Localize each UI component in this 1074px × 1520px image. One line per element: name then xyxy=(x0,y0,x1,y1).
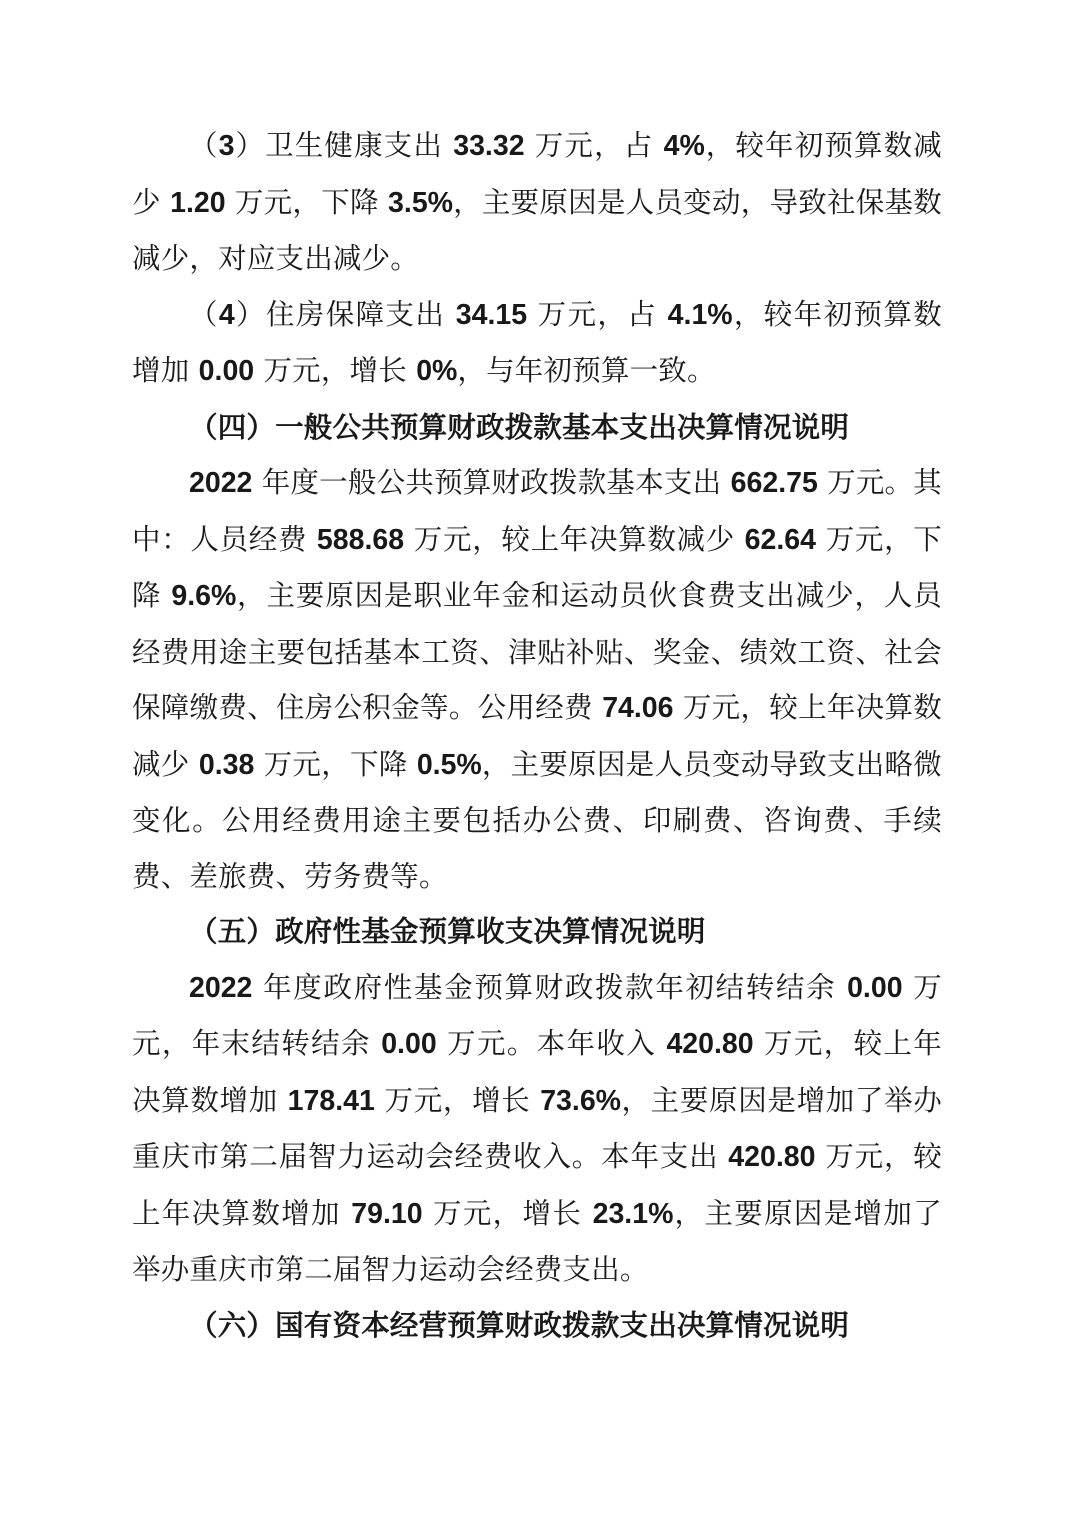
heading-government-fund-budget: （五）政府性基金预算收支决算情况说明 xyxy=(189,914,706,948)
heading-state-capital-operation-budget: （六）国有资本经营预算财政拨款支出决算情况说明 xyxy=(189,1307,850,1342)
document-body xyxy=(132,118,942,1353)
paragraph-basic-expenditure-detail: 2022 年度一般公共预算财政拨款基本支出 662.75 万元。其中：人员经费 588.68 万元，较上年决算数减少 62.64 万元，下降 9.6%，主要原因是职业年金和运动员伙食费支出减少，人员经费用途主要包括基本工资、津贴补贴、奖金、绩效工资、社会保障缴费、住房公积金等。公用经费 74.06 万元，较上年决算数减少 0.38 万元，下降 0.5%，主要原因是人员变动导致支出略微变化。公用经费用途主要包括办公费、印刷费、咨询费、手续费、差旅费、劳务费等。 xyxy=(132,466,942,893)
paragraph-health-expenditure: （3）卫生健康支出 33.32 万元，占 4%，较年初预算数减少 1.20 万元，下降 3.5%，主要原因是人员变动，导致社保基数减少，对应支出减少。 xyxy=(132,129,942,275)
heading-general-public-budget-basic-expenditure: （四）一般公共预算财政拨款基本支出决算情况说明 xyxy=(189,409,850,444)
paragraph-housing-security-expenditure: （4）住房保障支出 34.15 万元，占 4.1%，较年初预算数增加 0.00 万元，增长 0%，与年初预算一致。 xyxy=(132,297,942,387)
paragraph-government-fund-detail: 2022 年度政府性基金预算财政拨款年初结转结余 0.00 万元，年末结转结余 0.00 万元。本年收入 420.80 万元，较上年决算数增加 178.41 万元，增长 73.6%，主要原因是增加了举办重庆市第二届智力运动会经费收入。本年支出 420.80 万元，较上年决算数增加 79.10 万元，增长 23.1%，主要原因是增加了举办重庆市第二届智力运动会经费支出。 xyxy=(132,970,942,1286)
